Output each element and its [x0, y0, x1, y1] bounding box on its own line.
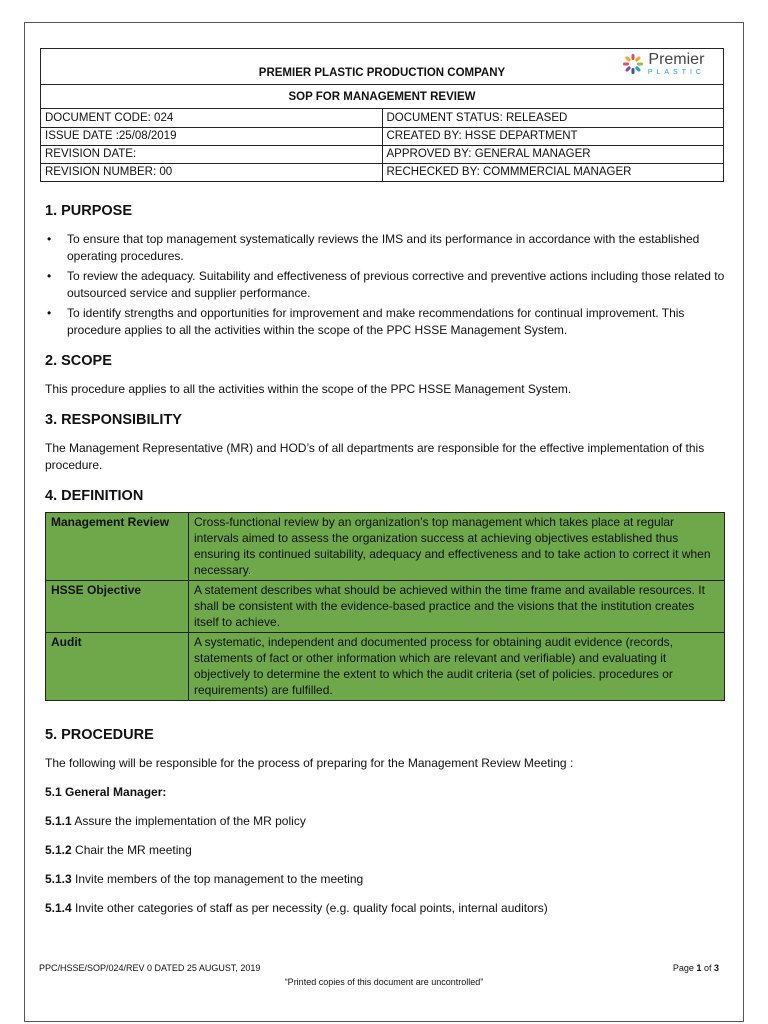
document-header	[40, 48, 724, 182]
procedure-item-text: Chair the MR meeting	[71, 843, 192, 857]
list-item: • To identify strengths and opportunities for improvement and make recommendations for continual improvement. This procedure applies to all the activities within the scope of the PPC HSSE Management System.	[45, 305, 725, 339]
table-row	[46, 581, 725, 633]
meta-row	[41, 127, 723, 145]
procedure-heading: 5. PROCEDURE	[45, 727, 154, 743]
procedure-item	[45, 900, 725, 917]
scope-text: This procedure applies to all the activities within the scope of the PPC HSSE Management System.	[45, 382, 572, 396]
scope-section	[45, 353, 725, 398]
meta-row	[41, 109, 723, 127]
procedure-item-number: 5.1.1	[45, 814, 72, 828]
procedure-item	[45, 813, 725, 830]
responsibility-text: The Management Representative (MR) and HOD’s of all departments are responsible for the effective implementation of this procedure.	[45, 441, 705, 472]
definition-term: Audit	[46, 633, 189, 701]
procedure-item-text: Invite members of the top management to the meeting	[71, 872, 364, 886]
meta-cell: ISSUE DATE :25/08/2019	[41, 127, 382, 145]
table-row	[46, 513, 725, 581]
purpose-section	[45, 203, 725, 339]
procedure-item-number: 5.1.3	[45, 872, 72, 886]
meta-cell: DOCUMENT CODE: 024	[41, 109, 382, 127]
header-title-row	[41, 49, 723, 85]
procedure-intro: The following will be responsible for the process of preparing for the Management Review Meeting :	[45, 756, 574, 770]
company-logo	[622, 52, 705, 76]
meta-cell: APPROVED BY: GENERAL MANAGER	[382, 145, 723, 163]
meta-row	[41, 145, 723, 163]
meta-cell: REVISION NUMBER: 00	[41, 163, 382, 181]
page-prefix: Page	[672, 963, 697, 973]
sop-title: SOP FOR MANAGEMENT REVIEW	[41, 85, 723, 109]
footer-doc-ref: PPC/HSSE/SOP/024/REV 0 DATED 25 AUGUST, 2019	[39, 963, 261, 973]
procedure-section	[45, 727, 725, 917]
procedure-item-number: 5.1.2	[45, 843, 72, 857]
purpose-list	[45, 231, 725, 339]
responsibility-heading: 3. RESPONSIBILITY	[45, 412, 182, 428]
purpose-heading: 1. PURPOSE	[45, 203, 133, 219]
definition-section	[45, 488, 725, 701]
list-item: • To ensure that top management systematically reviews the IMS and its performance in accordance with the established operating procedures.	[45, 231, 725, 265]
meta-row	[41, 163, 723, 181]
page-current: 1	[696, 963, 702, 973]
document-meta-table	[41, 109, 723, 181]
responsibility-section	[45, 412, 725, 474]
list-item: • To review the adequacy. Suitability and effectiveness of previous corrective and preventive actions including those related to outsourced service and supplier performance.	[45, 268, 725, 302]
meta-cell: CREATED BY: HSSE DEPARTMENT	[382, 127, 723, 145]
procedure-item-text: Invite other categories of staff as per necessity (e.g. quality focal points, internal auditors)	[71, 901, 548, 915]
table-row	[46, 633, 725, 701]
document-page	[24, 22, 744, 1022]
meta-cell: RECHECKED BY: COMMMERCIAL MANAGER	[382, 163, 723, 181]
definition-text: Cross-functional review by an organization’s top management which takes place at regular intervals aimed to assess the organization success at achieving objectives established thus ensuring its continued suitability, adequacy and effectiveness and to take action to correct it when necessary.	[189, 513, 725, 581]
procedure-item	[45, 871, 725, 888]
page-of: of	[701, 963, 714, 973]
procedure-item-text: Assure the implementation of the MR policy	[71, 814, 306, 828]
document-body	[45, 203, 725, 917]
footer-uncontrolled-note: “Printed copies of this document are uncontrolled”	[284, 977, 484, 987]
pinwheel-logo-icon	[622, 53, 644, 75]
definition-term: HSSE Objective	[46, 581, 189, 633]
meta-cell: DOCUMENT STATUS: RELEASED	[382, 109, 723, 127]
procedure-item-number: 5.1.4	[45, 901, 72, 915]
definition-table	[45, 512, 725, 701]
footer-page-number	[673, 963, 719, 973]
logo-wordmark: Premier	[648, 51, 705, 68]
procedure-subheading: 5.1 General Manager:	[45, 785, 167, 799]
scope-heading: 2. SCOPE	[45, 353, 112, 369]
definition-term: Management Review	[46, 513, 189, 581]
definition-heading: 4. DEFINITION	[45, 488, 144, 504]
meta-cell: REVISION DATE:	[41, 145, 382, 163]
company-name: PREMIER PLASTIC PRODUCTION COMPANY	[258, 67, 506, 79]
logo-subtext: PLASTIC	[647, 69, 705, 76]
page-total: 3	[713, 963, 719, 973]
definition-text: A systematic, independent and documented process for obtaining audit evidence (records, statements of fact or other information which are relevant and verifiable) and evaluating it objectively to determine the extent to which the audit criteria (set of policies. procedures or requirements) are fulfilled.	[189, 633, 725, 701]
procedure-item	[45, 842, 725, 859]
definition-text: A statement describes what should be achieved within the time frame and available resources. It shall be consistent with the evidence-based practice and the visions that the institution creates itself to achieve.	[189, 581, 725, 633]
